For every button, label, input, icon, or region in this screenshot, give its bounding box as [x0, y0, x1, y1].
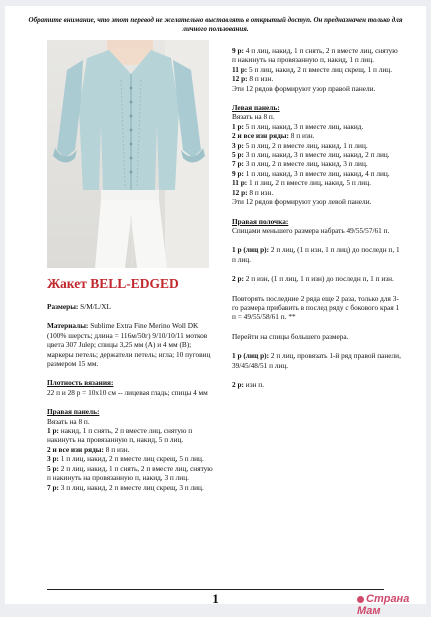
section-heading: Левая панель: [232, 103, 280, 113]
pattern-row: 3 р: 1 п лиц, накид, 2 п вместе лиц скрещ, 5 п лиц. [47, 454, 204, 464]
pattern-row: 1 р (лиц р): 2 п лиц, (1 п изн, 1 п лиц) до последн п, 1 п лиц. [232, 245, 400, 264]
pattern-row: 1 р (лиц р): 2 п лиц, провязать 1-й ряд правой панели, 39/45/48/51 п лиц. [232, 351, 401, 370]
pattern-row: 11 р: 1 п лиц, 2 п вместе лиц, накид, 5 п лиц. [232, 178, 371, 188]
right-panel-section: Правая панель: Вязать на 8 п. 1 р: накид, 1 п снять, 2 п вместе лиц, снятую п накинуть на провязанную п, накид, 5 п лиц. 2 и все изн ряды: 8 п изн. 3 р: 1 п лиц, накид, 2 п вместе лиц скрещ, 5 п лиц. 5 р: 2 п лиц, накид, 1 п снять, 2 п вместе лиц, снятую п накинуть на провязанную п, накид, 3 п лиц. 7 р: 3 п лиц, накид, 2 п вместе лиц скрещ, 3 п лиц. [47, 407, 213, 492]
pattern-row: 9 р: 1 п лиц, накид, 3 п вместе лиц, накид, 4 п лиц. [232, 168, 390, 178]
right-front-section: Правая полочка: Спицами меньшего размера набрать 49/55/57/61 п. 1 р (лиц р): 2 п лиц, (1 п изн, 1 п лиц) до последн п, 1 п лиц. 2 р: 2 п изн, (1 п лиц, 1 п изн) до последн п, 1 п изн. Повторять последние 2 ряда еще 2 раза, только для 3-го размера прибавить в послед ряду с бокового края 1 п = 49/55/58/61 п. ** Перейти на спицы большего размера. 1 р (лиц р): 2 п лиц, провязать 1-й ряд правой панели, 39/45/48/51 п лиц. 2 р: изн п. [232, 216, 401, 389]
pattern-row: 2 р: 2 п изн, (1 п лиц, 1 п изн) до последн п, 1 п изн. [232, 274, 394, 284]
pattern-row: 12 р: 8 п изн. [232, 74, 274, 84]
site-watermark: Страна Мам [357, 593, 410, 617]
copyright-notice: Обратите внимание, что этот перевод не желательно выставлять в открытый доступ. Он предназначен только для личного пользования. [28, 16, 403, 33]
pattern-title: Жакет BELL-EDGED [47, 276, 179, 291]
pattern-row: 11 р: 5 п лиц, накид, 2 п вместе лиц скрещ, 1 п лиц. [232, 64, 393, 74]
pattern-row: 12 р: 8 п изн. [232, 187, 274, 197]
repeat-instruction: Повторять последние 2 ряда еще 2 раза, только для 3-го размера прибавить в послед ряду с бокового края 1 п = 49/55/58/61 п. ** [232, 293, 400, 322]
watermark-logo-icon [357, 596, 364, 603]
section-heading: Правая панель: [47, 407, 100, 417]
pattern-row: 7 р: 3 п лиц, 2 п вместе лиц, накид, 3 п лиц. [232, 159, 368, 169]
pattern-row: 9 р: 4 п лиц, накид, 1 п снять, 2 п вместе лиц, снятую п накинуть на провязанную п, накид, 1 п лиц. [232, 46, 398, 65]
right-panel-continued: 9 р: 4 п лиц, накид, 1 п снять, 2 п вместе лиц, снятую п накинуть на провязанную п, накид, 1 п лиц. 11 р: 5 п лиц, накид, 2 п вместе лиц скрещ, 1 п лиц. 12 р: 8 п изн. Эти 12 рядов формируют узор правой панели. [232, 46, 398, 93]
left-column [47, 276, 215, 492]
product-photo [47, 40, 209, 268]
pattern-row: 7 р: 3 п лиц, накид, 2 п вместе лиц скрещ, 3 п лиц. [47, 482, 204, 492]
pattern-row: 1 р: накид, 1 п снять, 2 п вместе лиц, снятую п накинуть на провязанную п, накид, 5 п лиц. [47, 426, 193, 445]
section-heading: Правая полочка: [232, 216, 289, 226]
cardigan-model-image [47, 40, 209, 268]
pattern-row: 2 и все изн ряды: 8 п изн. [47, 444, 130, 454]
materials-paragraph: Материалы: Sublime Extra Fine Merino Woll DK (100% шерсть; длина = 116м/50г) 9/10/10/11 мотков цвета 307 Julep; спицы 3,25 мм (A) и 4 мм (B); маркеры петель; держатели петель; игла; 10 пуговиц размером 15 мм. [47, 321, 211, 369]
pattern-row: 1 р: 5 п лиц, накид, 3 п вместе лиц, накид. [232, 121, 364, 131]
pattern-row: 5 р: 2 п лиц, накид, 1 п снять, 2 п вместе лиц, снятую п накинуть на провязанную п, накид, 3 п лиц. [47, 463, 213, 483]
left-panel-section: Левая панель: Вязать на 8 п. 1 р: 5 п лиц, накид, 3 п вместе лиц, накид. 2 и все изн ряды: 8 п изн. 3 р: 5 п лиц, 2 п вместе лиц, накид, 1 п лиц. 5 р: 3 п лиц, накид, 3 п вместе лиц, накид, 2 п лиц. 7 р: 3 п лиц, 2 п вместе лиц, накид, 3 п лиц. 9 р: 1 п лиц, накид, 3 п вместе лиц, накид, 4 п лиц. 11 р: 1 п лиц, 2 п вместе лиц, накид, 5 п лиц. 12 р: 8 п изн. Эти 12 рядов формируют узор левой панели. [232, 103, 390, 207]
density-paragraph: Плотность вязания: 22 п и 28 р = 10x10 см -- лицевая гладь; спицы 4 мм [47, 378, 208, 397]
document-page [5, 6, 426, 617]
pattern-row: 2 р: изн п. [232, 379, 265, 389]
needle-switch-instruction: Перейти на спицы большего размера. [232, 331, 349, 341]
footer-divider [47, 589, 384, 590]
pattern-row: 5 р: 3 п лиц, накид, 3 п вместе лиц, накид, 2 п лиц. [232, 150, 390, 160]
sizes-paragraph: Размеры: S/M/L/XL [47, 302, 111, 311]
page-number: 1 [212, 591, 219, 606]
right-column [232, 46, 402, 389]
pattern-row: 3 р: 5 п лиц, 2 п вместе лиц, накид, 1 п лиц. [232, 140, 368, 150]
pattern-row: 2 и все изн ряды: 8 п изн. [232, 131, 315, 141]
